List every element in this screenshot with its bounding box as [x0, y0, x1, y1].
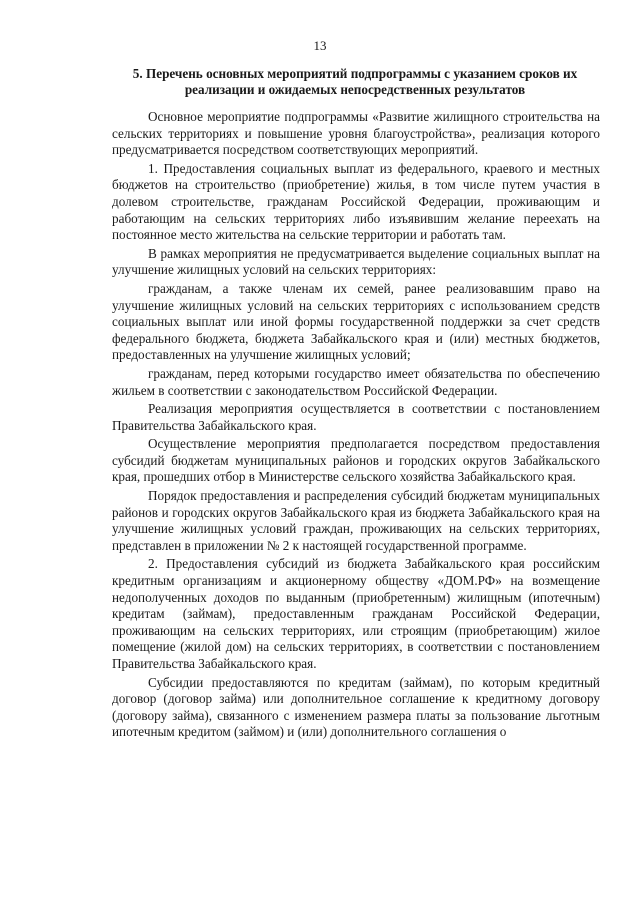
- paragraph: Осуществление мероприятия предполагается посредством предоставления субсидий бюджетам муниципальных районов и городских округов Забайкальского края, прошедших отбор в Министерстве сельского хозяйства Забайкальского края.: [112, 436, 600, 485]
- document-body: [112, 109, 600, 743]
- paragraph: Субсидии предоставляются по кредитам (займам), по которым кредитный договор (договор займа) или дополнительное соглашение к кредитному договору (договору займа), связанного с изменением размера платы за пользование льготным ипотечным кредитом (займом) и (или) дополнительного соглашения о: [112, 674, 600, 740]
- paragraph: 1. Предоставления социальных выплат из федерального, краевого и местных бюджетов на строительство (приобретение) жилья, в том числе путем участия в долевом строительстве, гражданам Российской Федерации, проживающим и работающим на сельских территориях либо изъявившим желание переехать на постоянное место жительства на сельские территории и работать там.: [112, 160, 600, 243]
- paragraph: гражданам, а также членам их семей, ранее реализовавшим право на улучшение жилищных условий на сельских территориях с использованием средств социальных выплат или иной формы государственной поддержки за счет средств федерального бюджета, бюджета Забайкальского края и (или) местных бюджетов, предоставленных на улучшение жилищных условий;: [112, 280, 600, 363]
- section-heading: 5. Перечень основных мероприятий подпрограммы с указанием сроков их реализации и ожидаемых непосредственных результатов: [132, 66, 578, 97]
- paragraph: Реализация мероприятия осуществляется в соответствии с постановлением Правительства Забайкальского края.: [112, 401, 600, 433]
- paragraph: Порядок предоставления и распределения субсидий бюджетам муниципальных районов и городских округов Забайкальского края из бюджета Забайкальского края на улучшение жилищных условий граждан, проживающих на сельских территориях, представлен в приложении № 2 к настоящей государственной программе.: [112, 488, 600, 553]
- page-number: 13: [313, 38, 327, 53]
- paragraph: 2. Предоставления субсидий из бюджета Забайкальского края российским кредитным организациям и акционерному обществу «ДОМ.РФ» на возмещение недополученных доходов по выданным (приобретенным) жилищным (ипотечным) кредитам (займам), предоставленным гражданам Российской Федерации, проживающим на сельских территориях, или строящим (приобретающим) жилое помещение (жилой дом) на сельских территориях, в соответствии с постановлением Правительства Забайкальского края.: [112, 556, 600, 671]
- paragraph: Основное мероприятие подпрограммы «Развитие жилищного строительства на сельских территориях и повышение уровня благоустройства», реализация которого предусматривается посредством соответствующих мероприятий.: [112, 109, 600, 158]
- paragraph: В рамках мероприятия не предусматривается выделение социальных выплат на улучшение жилищных условий на сельских территориях:: [112, 245, 600, 278]
- paragraph: гражданам, перед которыми государство имеет обязательства по обеспечению жильем в соответствии с законодательством Российской Федерации.: [112, 365, 600, 398]
